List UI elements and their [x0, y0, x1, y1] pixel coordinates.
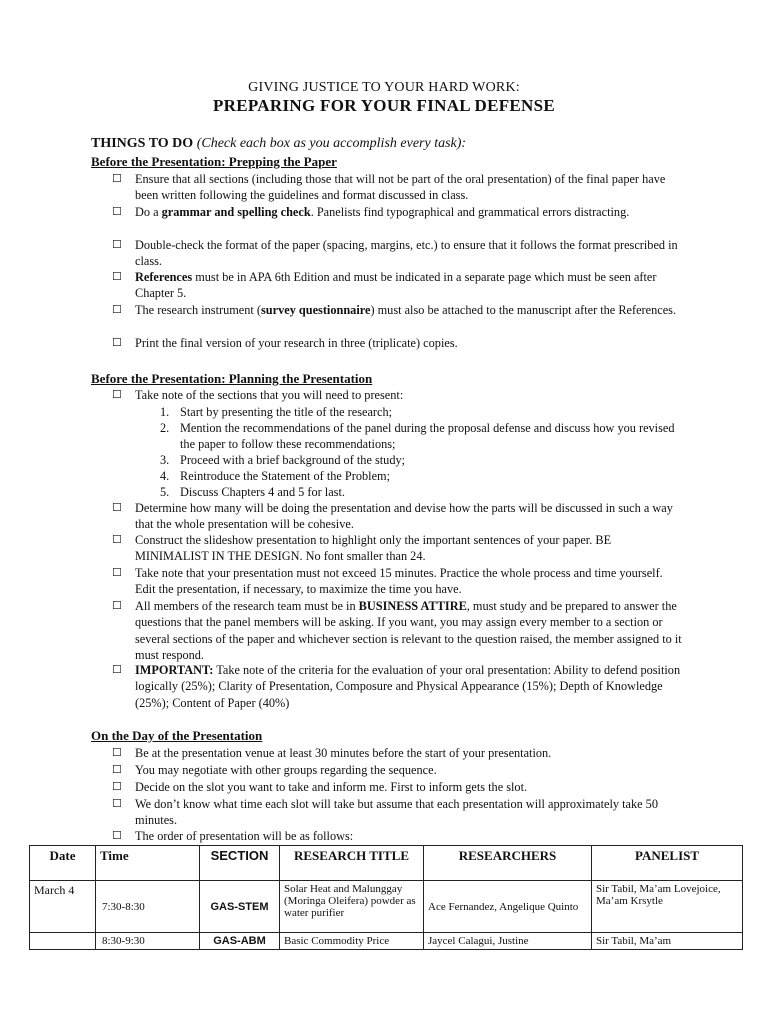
cell-panelist: Sir Tabil, Ma’am Lovejoice, Ma’am Krsytle [592, 881, 743, 933]
checklist-item: ☐ Ensure that all sections (including those that will not be part of the oral presentation) of the final paper have been written following the guidelines and format discussed in class. [112, 172, 666, 203]
checkbox-icon[interactable]: ☐ [112, 830, 122, 842]
cell-section: GAS-STEM [200, 881, 280, 933]
checklist-item: ☐ Print the final version of your research in three (triplicate) copies. [112, 336, 458, 350]
checkbox-icon[interactable]: ☐ [112, 534, 122, 546]
numbered-item: 2. Mention the recommendations of the panel during the proposal defense and discuss how you revised the paper to follow these recommendations; [160, 421, 675, 452]
document-title: PREPARING FOR YOUR FINAL DEFENSE [212, 96, 556, 115]
checklist-item: ☐ Decide on the slot you want to take and inform me. First to inform gets the slot. [112, 780, 528, 794]
checklist-item: ☐ All members of the research team must be in BUSINESS ATTIRE, must study and be prepared to answer the questions that the panel members will be asking. If you want, you may assign every member to a section or several sections of the paper and whichever section is relevant to the question raised, the member assigned to it must respond. [112, 599, 682, 663]
cell-date [30, 933, 96, 950]
checklist-item: ☐ Double-check the format of the paper (spacing, margins, etc.) to ensure that it follows the format prescribed in class. [112, 238, 678, 269]
column-header-time: Time [96, 846, 200, 881]
checklist-item: ☐ Be at the presentation venue at least 30 minutes before the start of your presentation. [112, 746, 552, 760]
checklist-item: ☐ The order of presentation will be as follows: [112, 829, 354, 843]
checkbox-icon[interactable]: ☐ [112, 781, 122, 793]
column-header-panelist: PANELIST [592, 846, 743, 881]
section-heading-planning: Before the Presentation: Planning the Presentation [91, 371, 373, 386]
checklist-item: ☐ References must be in APA 6th Edition and must be indicated in a separate page which must be seen after Chapter 5. [112, 270, 657, 301]
checklist-item: ☐ The research instrument (survey questionnaire) must also be attached to the manuscript after the References. [112, 303, 677, 317]
checkbox-icon[interactable]: ☐ [112, 600, 122, 612]
column-header-section: SECTION [200, 846, 280, 881]
checkbox-icon[interactable]: ☐ [112, 206, 122, 218]
section-heading-prepping: Before the Presentation: Prepping the Paper [91, 154, 337, 169]
numbered-item: 5. Discuss Chapters 4 and 5 for last. [160, 485, 345, 499]
column-header-research-title: RESEARCH TITLE [280, 846, 424, 881]
cell-researchers: Ace Fernandez, Angelique Quinto [424, 881, 592, 933]
checkbox-icon[interactable]: ☐ [112, 664, 122, 676]
checklist-item: ☐ Construct the slideshow presentation to highlight only the important sentences of your paper. BE MINIMALIST IN THE DESIGN. No font smaller than 24. [112, 533, 612, 564]
presentation-schedule-table [29, 845, 743, 950]
checkbox-icon[interactable]: ☐ [112, 502, 122, 514]
cell-time: 7:30-8:30 [96, 881, 200, 933]
checkbox-icon[interactable]: ☐ [112, 747, 122, 759]
checkbox-icon[interactable]: ☐ [112, 304, 122, 316]
numbered-item: 1. Start by presenting the title of the research; [160, 405, 393, 419]
column-header-date: Date [30, 846, 96, 881]
things-to-do-line [91, 136, 466, 152]
things-to-do-note: (Check each box as you accomplish every task): [196, 136, 467, 151]
numbered-item: 3. Proceed with a brief background of the study; [160, 453, 406, 467]
numbered-item: 4. Reintroduce the Statement of the Problem; [160, 469, 391, 483]
checklist-item: ☐ Take note that your presentation must not exceed 15 minutes. Practice the whole process and time yourself. Edit the presentation, if necessary, to maximize the time you have. [112, 566, 663, 597]
table-header-row [30, 846, 743, 881]
checkbox-icon[interactable]: ☐ [112, 567, 122, 579]
checklist-item: ☐ Determine how many will be doing the presentation and devise how the parts will be discussed in such a way that the whole presentation will be cohesive. [112, 501, 673, 532]
checkbox-icon[interactable]: ☐ [112, 337, 122, 349]
cell-panelist: Sir Tabil, Ma’am [592, 933, 743, 950]
checkbox-icon[interactable]: ☐ [112, 764, 122, 776]
table-row [30, 933, 743, 950]
cell-time: 8:30-9:30 [96, 933, 200, 950]
table-row [30, 881, 743, 933]
checkbox-icon[interactable]: ☐ [112, 271, 122, 283]
section-heading-day-of: On the Day of the Presentation [91, 728, 263, 743]
checkbox-icon[interactable]: ☐ [112, 798, 122, 810]
cell-research-title: Basic Commodity Price [280, 933, 424, 950]
checklist-item: ☐ We don’t know what time each slot will take but assume that each presentation will approximately take 50 minutes. [112, 797, 658, 828]
cell-date: March 4 [30, 881, 96, 933]
cell-section: GAS-ABM [200, 933, 280, 950]
checkbox-icon[interactable]: ☐ [112, 389, 122, 401]
checkbox-icon[interactable]: ☐ [112, 239, 122, 251]
cell-researchers: Jaycel Calagui, Justine [424, 933, 592, 950]
checklist-item: ☐ Do a grammar and spelling check. Panelists find typographical and grammatical errors distracting. [112, 205, 630, 219]
things-to-do-label: THINGS TO DO [91, 136, 194, 151]
checkbox-icon[interactable]: ☐ [112, 173, 122, 185]
checklist-item: ☐ Take note of the sections that you will need to present: [112, 388, 404, 402]
checklist-item: ☐ You may negotiate with other groups regarding the sequence. [112, 763, 437, 777]
checklist-item: ☐ IMPORTANT: Take note of the criteria for the evaluation of your oral presentation: Ability to defend position logically (25%); Clarity of Presentation, Composure and Physical Appearance (15%); Depth of Knowledge (25%); Content of Paper (40%) [112, 663, 681, 710]
document-supertitle: GIVING JUSTICE TO YOUR HARD WORK: [248, 80, 520, 95]
column-header-researchers: RESEARCHERS [424, 846, 592, 881]
cell-research-title: Solar Heat and Malunggay (Moringa Oleifera) powder as water purifier [280, 881, 424, 933]
